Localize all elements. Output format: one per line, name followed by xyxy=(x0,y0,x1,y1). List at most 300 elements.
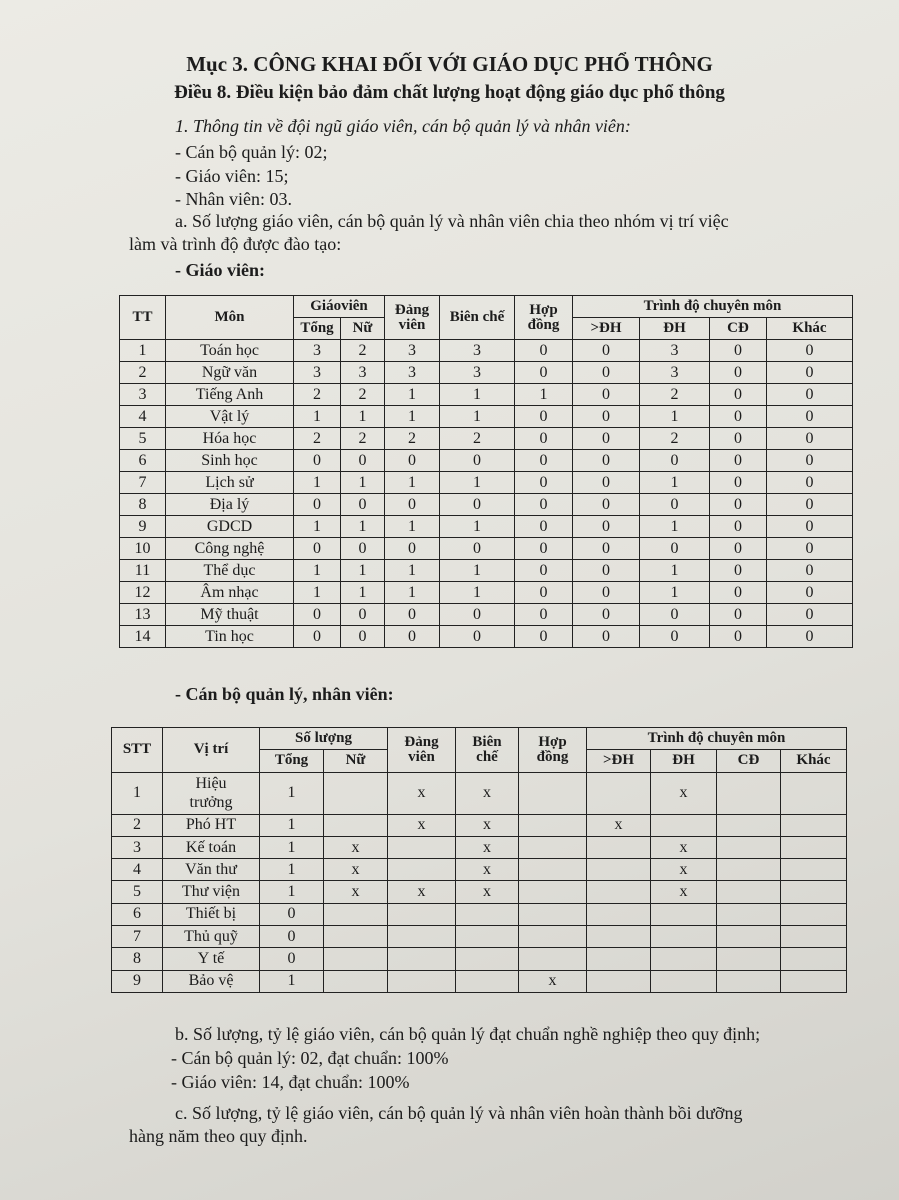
cell-college: 0 xyxy=(710,428,767,450)
cell-university: 2 xyxy=(640,384,710,406)
cell-party: 0 xyxy=(385,494,440,516)
cell-name: Lịch sử xyxy=(166,472,294,494)
cell-party: 0 xyxy=(385,604,440,626)
cell-total: 1 xyxy=(260,881,324,903)
table-row xyxy=(120,560,853,582)
cell-permanent: 1 xyxy=(440,406,515,428)
cell-contract: 0 xyxy=(515,362,573,384)
cell-contract: 0 xyxy=(515,582,573,604)
cell-permanent: 0 xyxy=(440,538,515,560)
table-row xyxy=(120,472,853,494)
cell-permanent: 0 xyxy=(440,604,515,626)
cell-other xyxy=(781,970,847,992)
cell-above-university xyxy=(587,772,651,814)
cell-total: 0 xyxy=(294,494,341,516)
col-stt-header: STT xyxy=(112,728,163,773)
cell-total: 0 xyxy=(294,626,341,648)
cell-university: x xyxy=(651,881,717,903)
cell-total: 1 xyxy=(260,970,324,992)
cell-university: 1 xyxy=(640,472,710,494)
col-position-header: Vị trí xyxy=(163,728,260,773)
cell-other: 0 xyxy=(767,450,853,472)
cell-female: 2 xyxy=(341,340,385,362)
cell-contract xyxy=(519,881,587,903)
cell-other: 0 xyxy=(767,340,853,362)
cell-college xyxy=(717,926,781,948)
col-other-header: Khác xyxy=(781,750,847,772)
cell-university: 0 xyxy=(640,494,710,516)
cell-above-university xyxy=(587,970,651,992)
cell-contract: 0 xyxy=(515,516,573,538)
col-quantity-header: Số lượng xyxy=(260,728,388,750)
cell-total: 1 xyxy=(294,516,341,538)
teachers-heading: - Giáo viên: xyxy=(175,260,265,280)
cell-other: 0 xyxy=(767,604,853,626)
cell-contract xyxy=(519,836,587,858)
cell-female: 0 xyxy=(341,538,385,560)
cell-index: 1 xyxy=(120,340,166,362)
cell-university: 0 xyxy=(640,626,710,648)
cell-permanent xyxy=(456,948,519,970)
cell-name: GDCD xyxy=(166,516,294,538)
cell-total: 3 xyxy=(294,340,341,362)
table-row xyxy=(120,538,853,560)
cell-female xyxy=(324,948,388,970)
cell-female xyxy=(324,970,388,992)
cell-above-university: 0 xyxy=(573,516,640,538)
cell-college xyxy=(717,881,781,903)
col-party-header: Đảng viên xyxy=(388,728,456,773)
cell-total: 0 xyxy=(294,450,341,472)
cell-college: 0 xyxy=(710,538,767,560)
cell-contract: 0 xyxy=(515,538,573,560)
cell-total: 2 xyxy=(294,428,341,450)
cell-party: 1 xyxy=(385,560,440,582)
cell-contract xyxy=(519,903,587,925)
cell-total: 1 xyxy=(260,772,324,814)
summary-staff: - Nhân viên: 03. xyxy=(175,189,292,209)
cell-college: 0 xyxy=(710,582,767,604)
cell-female: 1 xyxy=(341,472,385,494)
cell-university: 1 xyxy=(640,516,710,538)
cell-other xyxy=(781,881,847,903)
cell-above-university xyxy=(587,948,651,970)
cell-female: 0 xyxy=(341,604,385,626)
cell-index: 13 xyxy=(120,604,166,626)
cell-female xyxy=(324,926,388,948)
cell-other xyxy=(781,948,847,970)
cell-permanent: x xyxy=(456,836,519,858)
cell-contract: 0 xyxy=(515,494,573,516)
cell-college xyxy=(717,970,781,992)
col-university-header: ĐH xyxy=(651,750,717,772)
cell-index: 3 xyxy=(120,384,166,406)
cell-permanent: 2 xyxy=(440,428,515,450)
section-title: Mục 3. CÔNG KHAI ĐỐI VỚI GIÁO DỤC PHỔ THÔNG xyxy=(186,52,713,76)
col-permanent-header: Biên chế xyxy=(440,296,515,340)
cell-name: Toán học xyxy=(166,340,294,362)
cell-name: Thư viện xyxy=(163,881,260,903)
cell-university: 0 xyxy=(640,538,710,560)
cell-party xyxy=(388,926,456,948)
cell-college xyxy=(717,859,781,881)
cell-university xyxy=(651,814,717,836)
cell-index: 5 xyxy=(120,428,166,450)
staff-heading: - Cán bộ quản lý, nhân viên: xyxy=(175,684,394,704)
cell-party xyxy=(388,859,456,881)
cell-university: 1 xyxy=(640,582,710,604)
cell-female: 0 xyxy=(341,626,385,648)
cell-female xyxy=(324,814,388,836)
cell-total: 0 xyxy=(294,604,341,626)
col-above-university-header: >ĐH xyxy=(587,750,651,772)
cell-permanent: 3 xyxy=(440,340,515,362)
cell-female: 0 xyxy=(341,494,385,516)
cell-other xyxy=(781,926,847,948)
cell-index: 8 xyxy=(120,494,166,516)
cell-total: 0 xyxy=(260,926,324,948)
cell-total: 1 xyxy=(260,859,324,881)
cell-index: 9 xyxy=(112,970,163,992)
cell-college xyxy=(717,948,781,970)
cell-permanent: 1 xyxy=(440,560,515,582)
cell-other xyxy=(781,903,847,925)
cell-name: Văn thư xyxy=(163,859,260,881)
cell-university xyxy=(651,903,717,925)
cell-female: 2 xyxy=(341,384,385,406)
cell-college xyxy=(717,772,781,814)
cell-female: 0 xyxy=(341,450,385,472)
cell-above-university xyxy=(587,926,651,948)
cell-contract xyxy=(519,926,587,948)
cell-name: Kế toán xyxy=(163,836,260,858)
cell-female: x xyxy=(324,881,388,903)
cell-college: 0 xyxy=(710,626,767,648)
cell-above-university: 0 xyxy=(573,626,640,648)
cell-other xyxy=(781,859,847,881)
table-row xyxy=(120,494,853,516)
cell-above-university: 0 xyxy=(573,472,640,494)
cell-college: 0 xyxy=(710,472,767,494)
cell-university: x xyxy=(651,836,717,858)
cell-college xyxy=(717,836,781,858)
cell-contract: x xyxy=(519,970,587,992)
cell-above-university xyxy=(587,903,651,925)
cell-name: Y tế xyxy=(163,948,260,970)
cell-contract: 0 xyxy=(515,406,573,428)
cell-party: x xyxy=(388,814,456,836)
cell-index: 10 xyxy=(120,538,166,560)
cell-index: 2 xyxy=(112,814,163,836)
cell-party: 3 xyxy=(385,362,440,384)
cell-other: 0 xyxy=(767,582,853,604)
cell-party: 1 xyxy=(385,472,440,494)
cell-index: 14 xyxy=(120,626,166,648)
cell-party: 1 xyxy=(385,406,440,428)
cell-college: 0 xyxy=(710,406,767,428)
cell-university xyxy=(651,970,717,992)
table-row xyxy=(120,428,853,450)
para-a-line1: a. Số lượng giáo viên, cán bộ quản lý và nhân viên chia theo nhóm vị trí việc xyxy=(175,211,729,231)
cell-name: Bảo vệ xyxy=(163,970,260,992)
cell-name: Địa lý xyxy=(166,494,294,516)
cell-female: 1 xyxy=(341,406,385,428)
cell-permanent: x xyxy=(456,881,519,903)
cell-index: 3 xyxy=(112,836,163,858)
cell-name: Ngữ văn xyxy=(166,362,294,384)
table-row xyxy=(112,881,847,903)
cell-party: 1 xyxy=(385,582,440,604)
cell-name: Vật lý xyxy=(166,406,294,428)
cell-contract: 0 xyxy=(515,604,573,626)
cell-index: 7 xyxy=(112,926,163,948)
cell-permanent: 1 xyxy=(440,472,515,494)
table-row xyxy=(120,384,853,406)
cell-name: Sinh học xyxy=(166,450,294,472)
col-other-header: Khác xyxy=(767,318,853,340)
cell-index: 6 xyxy=(112,903,163,925)
table-row xyxy=(112,903,847,925)
table-row xyxy=(120,582,853,604)
col-qualification-header: Trình độ chuyên môn xyxy=(573,296,853,318)
cell-total: 2 xyxy=(294,384,341,406)
cell-permanent: 0 xyxy=(440,626,515,648)
cell-above-university: 0 xyxy=(573,494,640,516)
cell-index: 9 xyxy=(120,516,166,538)
cell-university: 1 xyxy=(640,560,710,582)
para-a-line2: làm và trình độ được đào tạo: xyxy=(129,234,342,254)
cell-permanent: 1 xyxy=(440,516,515,538)
cell-other: 0 xyxy=(767,406,853,428)
table-row xyxy=(112,970,847,992)
cell-college: 0 xyxy=(710,494,767,516)
cell-name: Mỹ thuật xyxy=(166,604,294,626)
cell-contract: 0 xyxy=(515,560,573,582)
table-row xyxy=(112,926,847,948)
cell-university: x xyxy=(651,772,717,814)
col-female-header: Nữ xyxy=(324,750,388,772)
summary-teachers: - Giáo viên: 15; xyxy=(175,166,289,186)
summary-managers: - Cán bộ quản lý: 02; xyxy=(175,142,328,162)
cell-other: 0 xyxy=(767,626,853,648)
cell-name: Công nghệ xyxy=(166,538,294,560)
cell-name: Thủ quỹ xyxy=(163,926,260,948)
cell-college: 0 xyxy=(710,516,767,538)
cell-permanent: 0 xyxy=(440,450,515,472)
cell-college: 0 xyxy=(710,384,767,406)
col-tt-header: TT xyxy=(120,296,166,340)
cell-above-university xyxy=(587,836,651,858)
cell-name: Thiết bị xyxy=(163,903,260,925)
cell-female: 2 xyxy=(341,428,385,450)
col-above-university-header: >ĐH xyxy=(573,318,640,340)
cell-female: 1 xyxy=(341,582,385,604)
cell-name: Thể dục xyxy=(166,560,294,582)
cell-party: x xyxy=(388,881,456,903)
cell-university: 0 xyxy=(640,450,710,472)
cell-total: 1 xyxy=(260,814,324,836)
cell-party xyxy=(388,903,456,925)
cell-contract: 0 xyxy=(515,450,573,472)
para-b: b. Số lượng, tỷ lệ giáo viên, cán bộ quản lý đạt chuẩn nghề nghiệp theo quy định; xyxy=(175,1024,761,1044)
cell-contract: 0 xyxy=(515,472,573,494)
cell-permanent: 3 xyxy=(440,362,515,384)
cell-college: 0 xyxy=(710,560,767,582)
cell-female: 1 xyxy=(341,516,385,538)
cell-party xyxy=(388,836,456,858)
cell-party: 1 xyxy=(385,516,440,538)
cell-contract xyxy=(519,772,587,814)
cell-contract xyxy=(519,948,587,970)
cell-above-university: 0 xyxy=(573,406,640,428)
cell-name: Âm nhạc xyxy=(166,582,294,604)
cell-above-university: 0 xyxy=(573,560,640,582)
staff-table xyxy=(111,727,847,993)
cell-university: 1 xyxy=(640,406,710,428)
table-row xyxy=(120,406,853,428)
cell-other: 0 xyxy=(767,494,853,516)
cell-female xyxy=(324,903,388,925)
col-college-header: CĐ xyxy=(710,318,767,340)
cell-name: Tin học xyxy=(166,626,294,648)
table-row xyxy=(120,340,853,362)
b-teachers: - Giáo viên: 14, đạt chuẩn: 100% xyxy=(171,1072,410,1092)
cell-name: Phó HT xyxy=(163,814,260,836)
col-teachers-header: Giáoviên xyxy=(294,296,385,318)
col-subject-header: Môn xyxy=(166,296,294,340)
cell-permanent: x xyxy=(456,772,519,814)
cell-contract: 1 xyxy=(515,384,573,406)
table-row xyxy=(120,626,853,648)
cell-party: 0 xyxy=(385,626,440,648)
cell-above-university: 0 xyxy=(573,362,640,384)
table-row xyxy=(112,814,847,836)
cell-above-university: 0 xyxy=(573,428,640,450)
table-row xyxy=(112,948,847,970)
cell-college xyxy=(717,814,781,836)
cell-female: 1 xyxy=(341,560,385,582)
cell-index: 8 xyxy=(112,948,163,970)
col-party-header: Đảng viên xyxy=(385,296,440,340)
cell-university: x xyxy=(651,859,717,881)
cell-college: 0 xyxy=(710,362,767,384)
cell-female xyxy=(324,772,388,814)
cell-university: 3 xyxy=(640,340,710,362)
table-row xyxy=(112,859,847,881)
cell-party: 0 xyxy=(385,450,440,472)
cell-university xyxy=(651,948,717,970)
cell-party: 2 xyxy=(385,428,440,450)
cell-total: 3 xyxy=(294,362,341,384)
table-row xyxy=(112,836,847,858)
cell-permanent: x xyxy=(456,814,519,836)
table-row xyxy=(112,772,847,814)
cell-above-university: 0 xyxy=(573,450,640,472)
cell-name: Tiếng Anh xyxy=(166,384,294,406)
cell-total: 0 xyxy=(260,948,324,970)
cell-other: 0 xyxy=(767,538,853,560)
cell-female: x xyxy=(324,836,388,858)
cell-party: 0 xyxy=(385,538,440,560)
article-title: Điều 8. Điều kiện bảo đảm chất lượng hoạt động giáo dục phổ thông xyxy=(174,82,725,103)
cell-permanent: x xyxy=(456,859,519,881)
table-row xyxy=(120,516,853,538)
cell-above-university xyxy=(587,881,651,903)
cell-female: 3 xyxy=(341,362,385,384)
col-female-header: Nữ xyxy=(341,318,385,340)
cell-index: 5 xyxy=(112,881,163,903)
cell-total: 1 xyxy=(294,406,341,428)
col-qualification-header: Trình độ chuyên môn xyxy=(587,728,847,750)
cell-other: 0 xyxy=(767,384,853,406)
cell-other xyxy=(781,772,847,814)
cell-above-university: 0 xyxy=(573,582,640,604)
cell-above-university: x xyxy=(587,814,651,836)
cell-university xyxy=(651,926,717,948)
cell-total: 1 xyxy=(294,472,341,494)
cell-permanent xyxy=(456,926,519,948)
cell-index: 1 xyxy=(112,772,163,814)
cell-index: 6 xyxy=(120,450,166,472)
cell-other: 0 xyxy=(767,472,853,494)
teachers-table xyxy=(119,295,853,648)
cell-college: 0 xyxy=(710,604,767,626)
cell-college xyxy=(717,903,781,925)
b-managers: - Cán bộ quản lý: 02, đạt chuẩn: 100% xyxy=(171,1048,449,1068)
cell-above-university: 0 xyxy=(573,340,640,362)
para-c-line1: c. Số lượng, tỷ lệ giáo viên, cán bộ quản lý và nhân viên hoàn thành bồi dưỡng xyxy=(175,1103,743,1123)
table-row xyxy=(120,604,853,626)
para-c-line2: hàng năm theo quy định. xyxy=(129,1126,308,1146)
col-permanent-header: Biên chế xyxy=(456,728,519,773)
cell-total: 1 xyxy=(294,582,341,604)
section1-heading: 1. Thông tin về đội ngũ giáo viên, cán bộ quản lý và nhân viên: xyxy=(175,116,631,136)
cell-index: 4 xyxy=(120,406,166,428)
cell-index: 4 xyxy=(112,859,163,881)
cell-other: 0 xyxy=(767,428,853,450)
cell-total: 1 xyxy=(260,836,324,858)
cell-contract: 0 xyxy=(515,428,573,450)
col-contract-header: Hợp đồng xyxy=(519,728,587,773)
cell-female: x xyxy=(324,859,388,881)
cell-university: 2 xyxy=(640,428,710,450)
cell-index: 2 xyxy=(120,362,166,384)
col-university-header: ĐH xyxy=(640,318,710,340)
cell-permanent: 1 xyxy=(440,384,515,406)
cell-total: 0 xyxy=(294,538,341,560)
cell-contract: 0 xyxy=(515,626,573,648)
cell-above-university: 0 xyxy=(573,604,640,626)
cell-name: Hóa học xyxy=(166,428,294,450)
cell-party xyxy=(388,970,456,992)
cell-above-university xyxy=(587,859,651,881)
cell-permanent: 0 xyxy=(440,494,515,516)
cell-other xyxy=(781,836,847,858)
table-row xyxy=(120,362,853,384)
table-row xyxy=(120,450,853,472)
col-college-header: CĐ xyxy=(717,750,781,772)
cell-party: 3 xyxy=(385,340,440,362)
cell-other xyxy=(781,814,847,836)
cell-index: 7 xyxy=(120,472,166,494)
col-total-header: Tổng xyxy=(260,750,324,772)
cell-other: 0 xyxy=(767,560,853,582)
cell-college: 0 xyxy=(710,340,767,362)
cell-party: x xyxy=(388,772,456,814)
cell-contract xyxy=(519,859,587,881)
cell-contract xyxy=(519,814,587,836)
cell-name: Hiệu trưởng xyxy=(163,772,260,814)
